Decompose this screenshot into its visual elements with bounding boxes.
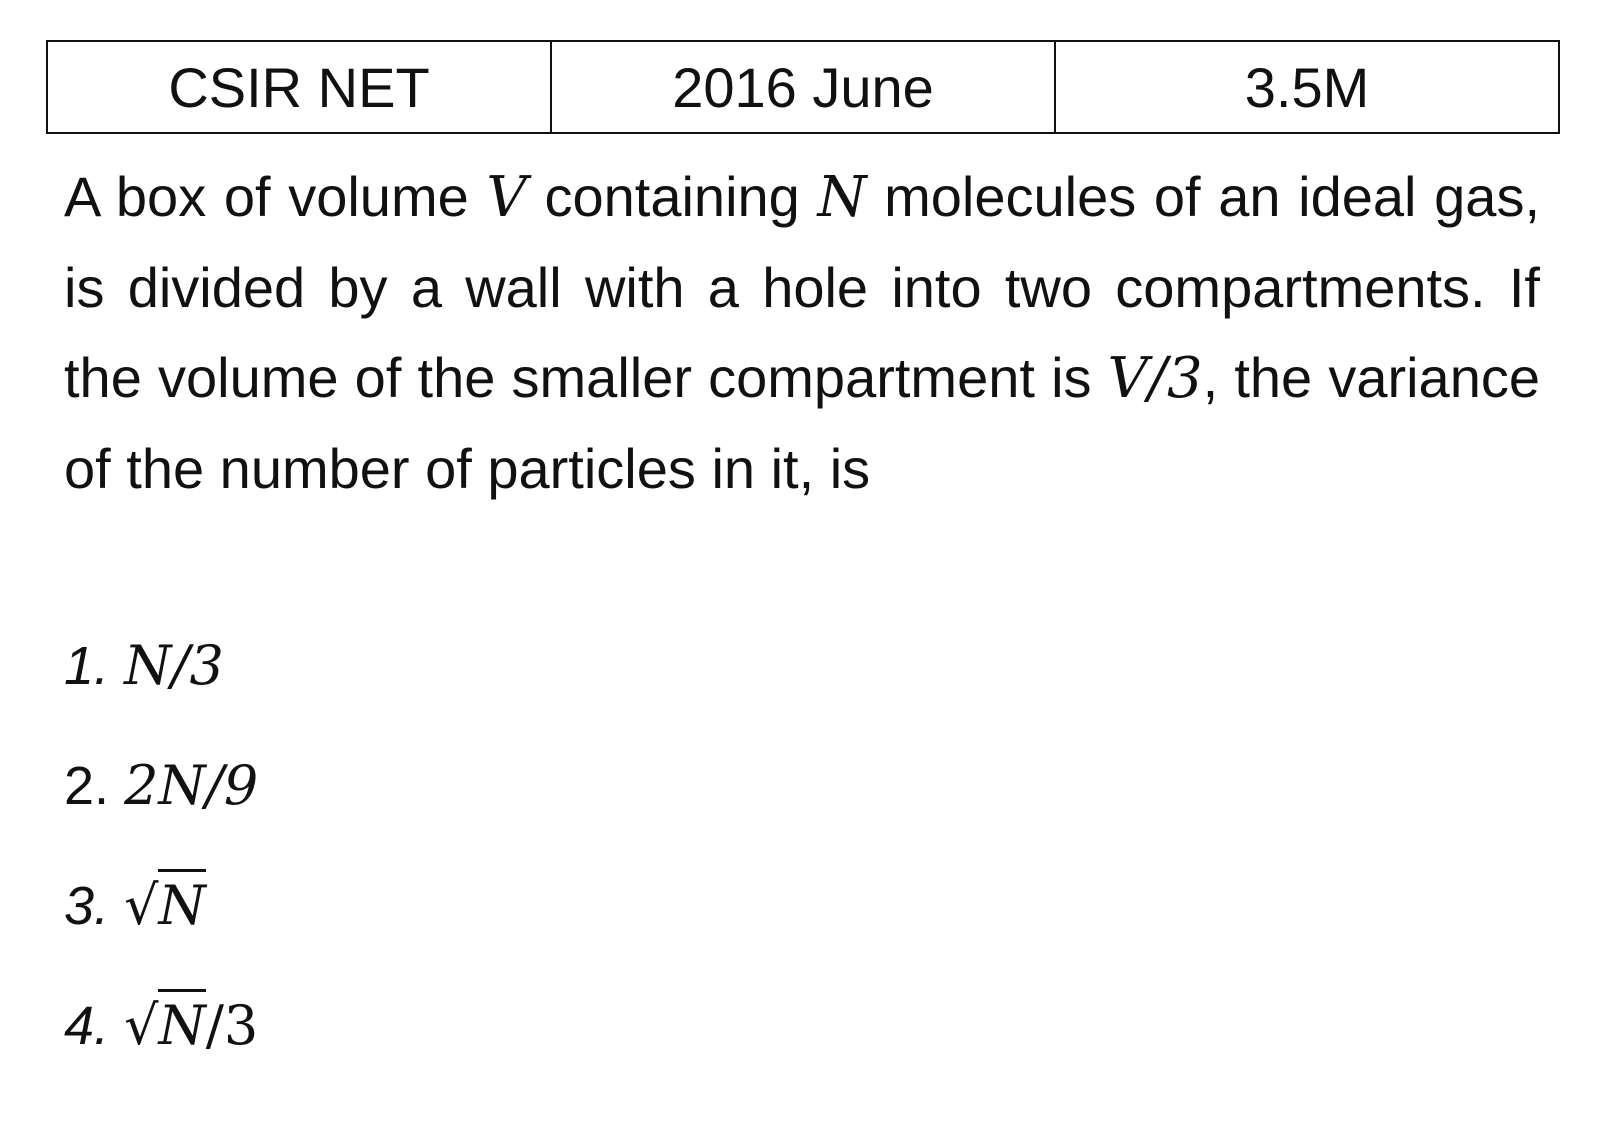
- option-number: 4.: [64, 996, 110, 1056]
- answer-options: [64, 626, 258, 1106]
- question-text-part: containing: [526, 165, 818, 228]
- radical-sign: √: [124, 874, 159, 937]
- option-2: [64, 746, 258, 866]
- marks-cell: 3.5M: [1055, 41, 1559, 133]
- header-row: [47, 41, 1559, 133]
- variable-n: N: [817, 165, 867, 230]
- option-1: [64, 626, 258, 746]
- option-4: [64, 986, 258, 1106]
- question-text-part: , the variance of the number of particles in it, is: [64, 346, 1540, 500]
- square-root-expression: [124, 866, 206, 946]
- option-suffix: /3: [205, 994, 259, 1057]
- question-text-part: A box of volume: [64, 165, 487, 228]
- option-number: 2.: [64, 756, 110, 816]
- radicand: N: [158, 869, 205, 937]
- option-3: [64, 866, 258, 986]
- option-number: 3.: [64, 876, 110, 936]
- option-number: 1.: [64, 636, 110, 696]
- exam-name-cell: CSIR NET: [47, 41, 551, 133]
- exam-session-cell: 2016 June: [551, 41, 1055, 133]
- option-expression: N/3: [124, 634, 224, 697]
- radicand: N: [158, 989, 205, 1057]
- square-root-expression: [124, 986, 206, 1066]
- question-text-part: molecules of an ideal gas, is divided by a wall with a hole into two compartments. If the volume of the smaller compartment is: [64, 165, 1540, 409]
- option-expression: 2N/9: [124, 754, 259, 817]
- volume-expression: V/3: [1107, 346, 1203, 411]
- variable-v: V: [486, 165, 527, 230]
- header-table: [46, 40, 1560, 134]
- radical-sign: √: [124, 994, 159, 1057]
- question-text: [64, 152, 1540, 514]
